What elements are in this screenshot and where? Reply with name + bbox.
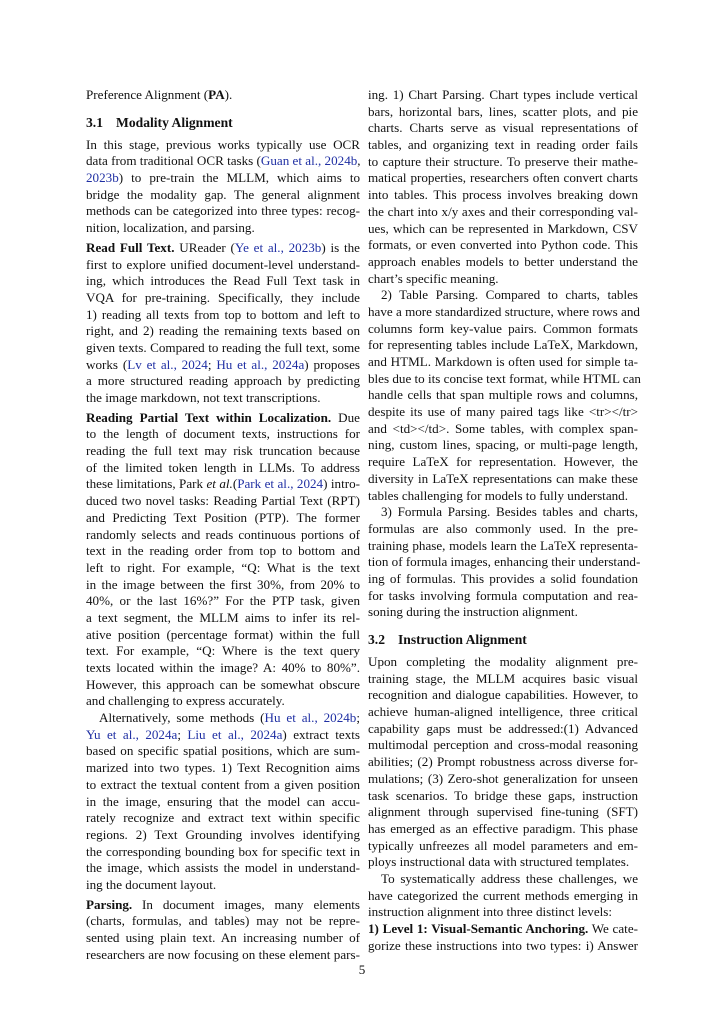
text-segment: In document images, many elements <box>132 896 360 912</box>
citation-link[interactable]: Hu et al., 2024a <box>216 356 305 372</box>
text-segment: soning during the instruction alignment. <box>368 604 578 620</box>
text-line <box>368 921 638 938</box>
text-line <box>86 290 360 307</box>
text-segment: training stage, the MLLM acquires basic visual <box>368 670 638 686</box>
text-segment: in the image between the first 30%, from 20% to <box>86 576 360 592</box>
citation-link[interactable]: Hu et al., 2024b <box>264 710 357 726</box>
text-segment: In this stage, previous works typically use OCR <box>86 136 360 152</box>
left-column <box>86 87 360 963</box>
text-line <box>368 888 638 905</box>
text-line <box>368 938 638 955</box>
italic-text: et al. <box>206 476 233 492</box>
paragraph <box>86 710 360 894</box>
text-segment: tables, and organizing text in reading order fails <box>368 137 638 153</box>
text-segment: ). <box>224 87 233 102</box>
text-segment: 40%, or the last 16%?” For the PTP task, given <box>86 593 360 609</box>
text-line <box>368 804 638 821</box>
text-segment: of the limited token length in LLMs. To address <box>86 459 360 475</box>
text-line <box>86 373 360 390</box>
text-segment: gorize these instructions into two types: i) Answer <box>368 937 638 953</box>
text-segment: mulations; (3) Zero-shot generalization for unseen <box>368 770 638 786</box>
text-segment: formats, or even converted into Python code. This <box>368 237 638 253</box>
text-segment: ing. 1) Chart Parsing. Chart types include vertical <box>368 87 638 102</box>
text-line <box>368 538 638 555</box>
text-segment: text. For example, “Q: Where is the text query <box>86 643 360 659</box>
text-segment: and Predicting Text Position (PTP). The former <box>86 509 360 525</box>
text-line <box>368 337 638 354</box>
text-line <box>86 443 360 460</box>
text-segment: have categorized the current methods emerging in <box>368 887 638 903</box>
text-line <box>86 677 360 694</box>
text-line <box>368 321 638 338</box>
text-line <box>86 203 360 220</box>
bold-run-in-heading: Reading Partial Text within Localization. <box>86 409 332 425</box>
text-segment: training phase, models learn the LaTeX representa- <box>368 537 638 553</box>
text-line <box>86 460 360 477</box>
text-segment: ing the document layout. <box>86 876 217 892</box>
text-segment: sented using plain text. An increasing number of <box>86 930 360 945</box>
text-segment: randomly selects and reads continuous portions of <box>86 526 360 542</box>
text-segment: ing of formulas. This provides a solid foundation <box>368 570 638 586</box>
text-segment: capability gaps must be addressed:(1) Advanced <box>368 720 638 736</box>
text-line <box>368 387 638 404</box>
text-line <box>86 323 360 340</box>
text-segment: ues, which can be represented in Markdown, CSV <box>368 220 638 236</box>
text-segment: the chart into x/y axes and their corresponding val- <box>368 203 638 219</box>
text-line <box>86 643 360 660</box>
text-line <box>368 404 638 421</box>
text-line <box>86 273 360 290</box>
text-segment: bridge the modality gap. The general alignment <box>86 186 360 202</box>
text-segment: rately recognize and extract text within specific <box>86 810 360 826</box>
section-title: Instruction Alignment <box>398 632 527 647</box>
text-segment: Preference Alignment ( <box>86 87 209 102</box>
section-number: 3.1 <box>86 114 103 130</box>
text-segment: We cate- <box>588 921 638 936</box>
text-segment: to extract the textual content from a given position <box>86 776 360 792</box>
text-segment: into tables. This process involves breaking down <box>368 187 638 203</box>
text-segment: columns form key-value pairs. Common formats <box>368 320 638 336</box>
text-line <box>368 671 638 688</box>
text-line <box>86 476 360 493</box>
paragraph <box>368 87 638 287</box>
text-line <box>368 120 638 137</box>
text-line <box>86 220 360 237</box>
text-line <box>368 237 638 254</box>
text-segment: right, and 2) reading the remaining texts based on <box>86 323 360 339</box>
text-segment: Upon completing the modality alignment pre- <box>368 654 638 669</box>
text-line <box>368 187 638 204</box>
citation-link[interactable]: Yu et al., 2024a <box>86 726 178 742</box>
text-segment: for representing tables include LaTeX, Markdown, <box>368 337 638 353</box>
text-segment: diversity in LaTeX representations can make these <box>368 470 638 486</box>
text-segment: based on specific spatial positions, which are sum- <box>86 743 360 759</box>
section-heading <box>86 114 360 131</box>
section-title: Modality Alignment <box>116 114 233 130</box>
text-line <box>86 947 360 964</box>
text-line <box>86 844 360 861</box>
text-line <box>86 710 360 727</box>
text-segment: left to right. For example, “Q: What is the text <box>86 559 360 575</box>
text-segment: text in the reading order from top to bottom and <box>86 543 360 559</box>
section-number: 3.2 <box>368 632 385 647</box>
text-line <box>86 930 360 947</box>
text-line <box>368 704 638 721</box>
text-line <box>86 610 360 627</box>
text-segment: data from traditional OCR tasks ( <box>86 153 261 169</box>
text-segment: the corresponding bounding box for specific text in <box>86 843 360 859</box>
text-segment: bars, horizontal bars, lines, scatter plots, and pie <box>368 103 638 119</box>
text-line <box>86 170 360 187</box>
text-line <box>86 390 360 407</box>
text-line <box>368 304 638 321</box>
paragraph <box>368 871 638 921</box>
text-segment: these limitations, Park <box>86 476 207 492</box>
text-segment: ative position (percentage format) within the full <box>86 626 360 642</box>
text-line <box>368 204 638 221</box>
text-line <box>86 560 360 577</box>
text-line <box>368 754 638 771</box>
text-segment: require LaTeX for representation. However, the <box>368 454 638 470</box>
text-line <box>368 437 638 454</box>
text-line <box>86 187 360 204</box>
text-segment: (charts, formulas, and tables) may not be repre- <box>86 913 360 929</box>
text-segment: typically unfreezes all model parameters and em- <box>368 837 638 853</box>
text-line <box>368 521 638 538</box>
text-line <box>86 577 360 594</box>
text-segment: tables challenging for models to fully understand. <box>368 487 628 503</box>
text-line <box>86 426 360 443</box>
paragraph <box>368 504 641 621</box>
citation-link[interactable]: Ye et al., 2023b <box>234 239 322 255</box>
text-segment: VQA for pre-training. Specifically, they include <box>86 289 360 305</box>
text-line <box>86 727 360 744</box>
text-segment: Due <box>331 409 360 425</box>
text-segment: task scenarios. To bridge these gaps, instruction <box>368 787 638 803</box>
text-segment: in the image, ensuring that the model can accu- <box>86 793 360 809</box>
text-line <box>86 410 360 427</box>
text-line <box>86 897 360 914</box>
text-segment: marized into two types. 1) Text Recognition aims <box>86 760 360 776</box>
text-line <box>368 588 638 605</box>
text-line <box>368 788 638 805</box>
text-segment: ) is the <box>321 239 360 255</box>
text-line <box>368 154 638 171</box>
text-segment: first to explore unified document-level understand- <box>86 256 360 272</box>
paragraph <box>86 240 360 407</box>
right-column <box>368 87 641 954</box>
text-segment: texts located within the image? A: 40% to 80%”. <box>86 660 360 675</box>
text-segment: methods can be categorized into three types: recog- <box>86 203 360 219</box>
text-line <box>368 554 641 571</box>
text-segment: have a more standardized structure, where rows and <box>368 303 640 319</box>
text-line <box>86 593 360 610</box>
text-line <box>86 743 360 760</box>
text-line <box>86 827 360 844</box>
paragraph <box>368 921 638 954</box>
text-line <box>86 257 360 274</box>
text-segment: and <td></td>. Some tables, with complex span- <box>368 420 638 436</box>
text-segment: , <box>357 153 361 169</box>
text-segment: reading the full text may risk truncation because <box>86 443 360 459</box>
text-line <box>86 153 360 170</box>
text-line <box>368 137 638 154</box>
text-segment: matical properties, researchers often convert charts <box>368 170 638 186</box>
text-line <box>86 660 360 677</box>
text-segment: UReader ( <box>174 239 235 255</box>
text-segment: given texts. Compared to reading the full text, some <box>86 339 360 355</box>
citation-link[interactable]: Lv et al., 2024 <box>127 356 208 372</box>
text-line <box>368 604 638 621</box>
text-line <box>368 170 638 187</box>
text-segment: charts. Charts serve as visual representations of <box>368 120 638 136</box>
text-line <box>368 87 638 104</box>
text-segment: and challenging to express accurately. <box>86 693 285 709</box>
text-line <box>368 904 638 921</box>
text-line <box>86 693 360 710</box>
text-line <box>368 287 638 304</box>
text-segment: the image, which assists the model in understand- <box>86 860 360 876</box>
text-segment: a more structured reading approach by predicting <box>86 373 360 389</box>
text-segment: However, this approach can be somewhat obscure <box>86 676 360 692</box>
text-line <box>368 254 638 271</box>
text-line <box>368 271 638 288</box>
text-line <box>368 838 638 855</box>
text-line <box>86 137 360 154</box>
text-segment: recognition and dialogue capabilities. However, to <box>368 687 638 703</box>
text-line <box>86 527 360 544</box>
text-segment: ing, which introduces the Read Full Text task in <box>86 273 360 289</box>
text-segment: 1) reading all texts from top to bottom and left to <box>86 306 360 322</box>
text-segment: researchers are now focusing on these element pars- <box>86 946 360 962</box>
text-segment: alignment through supervised fine-tuning (SFT) <box>368 804 638 820</box>
text-line <box>86 493 360 510</box>
text-segment: multimodal perception and cross-modal reasoning <box>368 737 638 753</box>
text-line <box>86 543 360 560</box>
text-segment: works ( <box>86 356 128 372</box>
text-segment: chart’s specific meaning. <box>368 270 499 286</box>
text-line <box>368 771 638 788</box>
text-line <box>86 810 360 827</box>
citation-link[interactable]: Park et al., 2024 <box>237 476 324 492</box>
text-line <box>368 104 638 121</box>
text-segment: nition, localization, and parsing. <box>86 220 255 236</box>
paragraph <box>368 654 638 871</box>
text-line <box>86 357 360 374</box>
text-line <box>368 871 638 888</box>
text-segment: formulas are also commonly used. In the pre- <box>368 520 638 536</box>
text-segment: To systematically address these challenges, we <box>381 870 638 886</box>
text-line <box>86 87 360 104</box>
text-segment: ; <box>177 726 188 742</box>
text-line <box>86 760 360 777</box>
text-line <box>368 421 638 438</box>
text-segment: to capture their structure. To preserve their mathe- <box>368 153 638 169</box>
text-segment: duced two novel tasks: Reading Partial Text (RPT) <box>86 493 360 509</box>
text-line <box>368 737 638 754</box>
text-line <box>86 794 360 811</box>
text-line <box>368 354 638 371</box>
text-line <box>368 454 638 471</box>
text-line <box>368 221 638 238</box>
text-segment: the image markdown, not text transcriptions. <box>86 390 321 405</box>
text-segment: Alternatively, some methods ( <box>99 710 265 726</box>
text-segment: approach enables models to better understand the <box>368 253 638 269</box>
citation-link[interactable]: Guan et al., 2024b <box>260 153 358 169</box>
text-line <box>368 571 638 588</box>
text-segment: achieve human-aligned intelligence, three critical <box>368 704 638 720</box>
text-line <box>368 687 638 704</box>
text-line <box>368 504 638 521</box>
text-line <box>86 913 360 930</box>
text-line <box>368 821 638 838</box>
text-line <box>86 777 360 794</box>
text-segment: ( <box>232 476 238 492</box>
text-line <box>86 240 360 257</box>
bold-run-in-heading: Read Full Text. <box>86 239 175 255</box>
text-line <box>368 370 641 388</box>
bold-run-in-heading: Parsing. <box>86 896 133 912</box>
text-line <box>86 510 360 527</box>
citation-link[interactable]: 2023b <box>86 170 119 186</box>
text-segment: tion of formula images, enhancing their understand- <box>368 554 641 570</box>
text-line <box>368 488 638 505</box>
text-segment: ) intro- <box>323 476 360 492</box>
text-segment: ) extract texts <box>282 726 360 742</box>
citation-link[interactable]: Liu et al., 2024a <box>187 726 283 742</box>
text-segment: to the length of document texts, instructions for <box>86 426 360 442</box>
text-segment: 3) Formula Parsing. Besides tables and charts, <box>381 504 638 520</box>
text-segment: has emerged as an effective paradigm. This phase <box>368 820 638 836</box>
text-line <box>368 471 638 488</box>
text-line <box>368 721 638 738</box>
text-segment: ning, custom lines, spacing, or multi-page length, <box>368 437 638 453</box>
text-segment: despite its use of many paired tags like <tr></tr> <box>368 404 638 420</box>
text-line <box>86 627 360 644</box>
bold-run-in-heading: 1) Level 1: Visual-Semantic Anchoring. <box>368 921 589 936</box>
text-segment: for tasks involving formula computation and rea- <box>368 587 638 603</box>
text-segment: instruction alignment into three distinct levels: <box>368 904 613 920</box>
text-line <box>368 654 638 671</box>
bold-run-in-heading: PA <box>208 87 225 102</box>
paragraph <box>368 287 641 504</box>
text-segment: ; <box>207 356 217 372</box>
text-line <box>86 340 360 357</box>
text-segment: handle cells that span multiple rows and columns, <box>368 387 638 403</box>
text-segment: 2) Table Parsing. Compared to charts, tables <box>381 287 638 303</box>
text-line <box>86 307 360 324</box>
paragraph <box>86 137 360 237</box>
text-segment: regions. 2) Text Grounding involves identifying <box>86 826 360 842</box>
text-segment: a text segment, the MLLM aims to infer its rel- <box>86 609 360 625</box>
paragraph <box>86 87 360 104</box>
text-segment: ) to pre-train the MLLM, which aims to <box>118 170 360 186</box>
text-segment: ) proposes <box>304 356 361 372</box>
page-number: 5 <box>358 962 366 977</box>
text-segment: bles due to its concise text format, while HTML can <box>368 370 641 386</box>
text-line <box>86 860 360 877</box>
text-line <box>368 854 638 871</box>
paragraph <box>86 897 360 964</box>
section-heading <box>368 631 638 648</box>
text-segment: ; <box>356 710 360 726</box>
text-line <box>86 877 360 894</box>
text-segment: and HTML. Markdown is often used for simple ta- <box>368 354 638 369</box>
text-segment: abilities; (2) Prompt robustness across diverse for- <box>368 754 638 770</box>
paragraph <box>86 410 360 710</box>
text-segment: ploys instructional data with structured templates. <box>368 854 630 870</box>
